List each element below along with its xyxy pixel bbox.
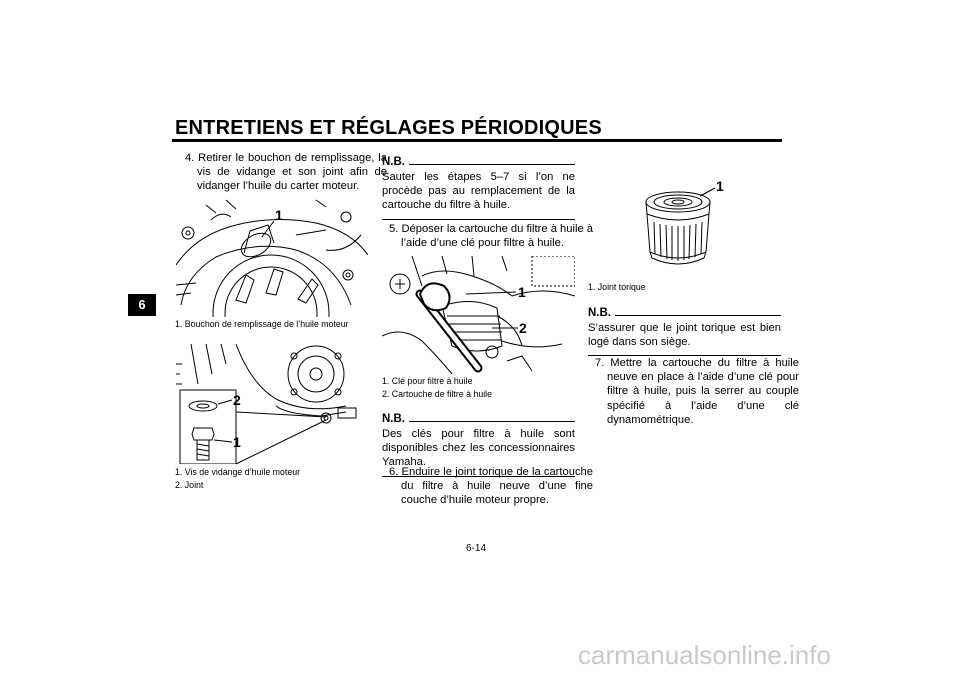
- fig3-callout-2: 2: [519, 320, 527, 336]
- fig3-caption-1: 1. Clé pour filtre à huile: [382, 376, 473, 386]
- step-4: 4. Retirer le bouchon de remplissage, la vis de vidange et son joint afin de vidanger l’huile du carter moteur.: [185, 152, 387, 193]
- nb-label: N.B.: [588, 307, 611, 319]
- oil-filler-cap-figure: [176, 195, 368, 317]
- fig1-callout-1: 1: [275, 207, 283, 223]
- fig2-caption-2: 2. Joint: [175, 480, 204, 490]
- nb-label: N.B.: [382, 413, 405, 425]
- fig1-caption: 1. Bouchon de remplissage de l’huile moteur: [175, 319, 349, 329]
- page-title: ENTRETIENS ET RÉGLAGES PÉRIODIQUES: [175, 117, 602, 139]
- fig3-callout-1: 1: [518, 284, 526, 300]
- nb-text: Des clés pour filtre à huile sont disponibles chez les concessionnaires Yamaha.: [382, 425, 575, 477]
- step-5: 5. Déposer la cartouche du filtre à huile à l’aide d’une clé pour filtre à huile.: [389, 223, 593, 250]
- step-6: 6. Enduire le joint torique de la cartouche du filtre à huile neuve d’une fine couche d’huile moteur propre.: [389, 466, 593, 507]
- nb-rule: [615, 315, 781, 316]
- nb-label: N.B.: [382, 156, 405, 168]
- nb-note-3: [588, 307, 781, 356]
- page-number: 6-14: [466, 543, 487, 554]
- title-rule: [172, 139, 782, 142]
- fig2-callout-1: 1: [233, 434, 241, 450]
- watermark: carmanualsonline.info: [578, 640, 831, 670]
- filter-wrench-figure: [382, 256, 575, 374]
- step-7: 7. Mettre la cartouche du filtre à huile neuve en place à l’aide d’une clé pour filtre à huile, puis la serrer au couple spécifié à l’aide d’une clé dynamométrique.: [595, 357, 799, 426]
- fig3-caption-2: 2. Cartouche de filtre à huile: [382, 389, 493, 399]
- nb-text: Sauter les étapes 5–7 si l’on ne procède pas au remplacement de la cartouche du filtre à huile.: [382, 168, 575, 220]
- fig2-callout-2: 2: [233, 392, 241, 408]
- nb-rule: [409, 164, 575, 165]
- oil-filter-cartridge-figure: [630, 172, 740, 272]
- fig4-callout-1: 1: [716, 178, 724, 194]
- drain-bolt-figure: [176, 344, 368, 464]
- nb-rule: [409, 421, 575, 422]
- nb-note-1: [382, 156, 575, 220]
- fig2-caption-1: 1. Vis de vidange d’huile moteur: [175, 467, 301, 477]
- nb-text: S’assurer que le joint torique est bien logé dans son siège.: [588, 319, 781, 356]
- fig4-caption: 1. Joint torique: [588, 282, 646, 292]
- chapter-tab: 6: [128, 294, 156, 316]
